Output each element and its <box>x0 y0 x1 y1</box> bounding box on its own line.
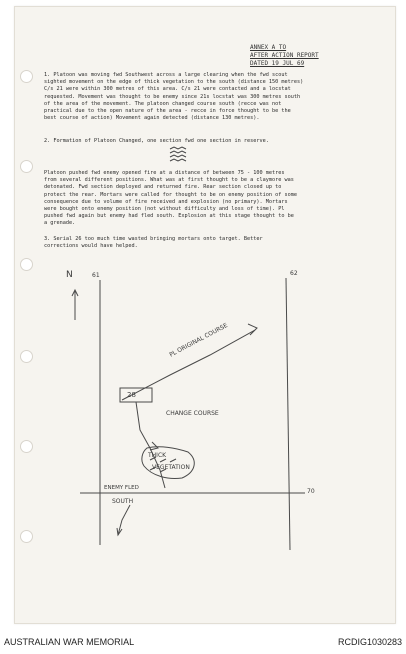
thick-vegetation-label-1: THICK <box>148 452 167 459</box>
change-course-arrowhead <box>150 442 158 450</box>
annex-line: ANNEX A TO <box>250 44 287 51</box>
enemy-fled-label: ENEMY FLED <box>104 485 139 491</box>
thick-vegetation-label-2: VEGETATION <box>152 464 190 471</box>
annex-line: DATED 19 JUL 69 <box>250 60 305 67</box>
position-box-label: 28 <box>127 391 136 399</box>
paragraph-2: 2. Formation of Platoon Changed, one section fwd one section in reserve. <box>44 138 269 144</box>
change-course-label: CHANGE COURSE <box>166 410 219 417</box>
grid-label-62: 62 <box>290 270 298 277</box>
paragraph-3: Platoon pushed fwd enemy opened fire at a distance of between 75 - 100 metres from several different positions. What was at first thought to be a claymore was detonated. Fwd section deployed and returned fire. Rear section closed up to protect the rear. Mortars were called for thought to be on enemy position of some consequence due to volume of fire received and explosion (no primary). Mortars were bought onto enemy position (not without difficulty and loss of time). Pl pushed fwd again but enemy had fled south. Explosion at this stage thought to be a grenade. <box>44 170 297 227</box>
north-label: N <box>66 270 73 280</box>
annex-line: AFTER ACTION REPORT <box>250 52 319 59</box>
position-box <box>120 388 152 402</box>
enemy-route-line <box>118 505 130 535</box>
grid-line-62 <box>286 278 290 550</box>
change-course-line <box>136 402 165 488</box>
south-label: SOUTH <box>112 498 134 505</box>
footer-source: AUSTRALIAN WAR MEMORIAL <box>4 637 135 647</box>
paragraph-1: 1. Platoon was moving fwd Southwest across a large clearing when the fwd scout sighted movement on the edge of thick vegetation to the south (distance 150 metres) C/s 21 were within 300 metres of this area. C/s 21 were contacted and a locstat requested. Movement was thought to be enemy since 21s locstat was 300 metres south of the area of the movement. The platoon changed course south (recce was not practical due to the open nature of the area - recce in force thought to be the best course of action) Movement again detected (distance 130 metres). <box>44 72 304 122</box>
pl-original-course-label: PL ORIGINAL COURSE <box>168 321 229 359</box>
grid-label-61: 61 <box>92 272 100 279</box>
grid-label-70: 70 <box>307 488 315 495</box>
footer-id: RCDIG1030283 <box>337 637 402 647</box>
paragraph-4: 3. Serial 26 too much time wasted bringing mortars onto target. Better corrections would have helped. <box>44 236 263 250</box>
